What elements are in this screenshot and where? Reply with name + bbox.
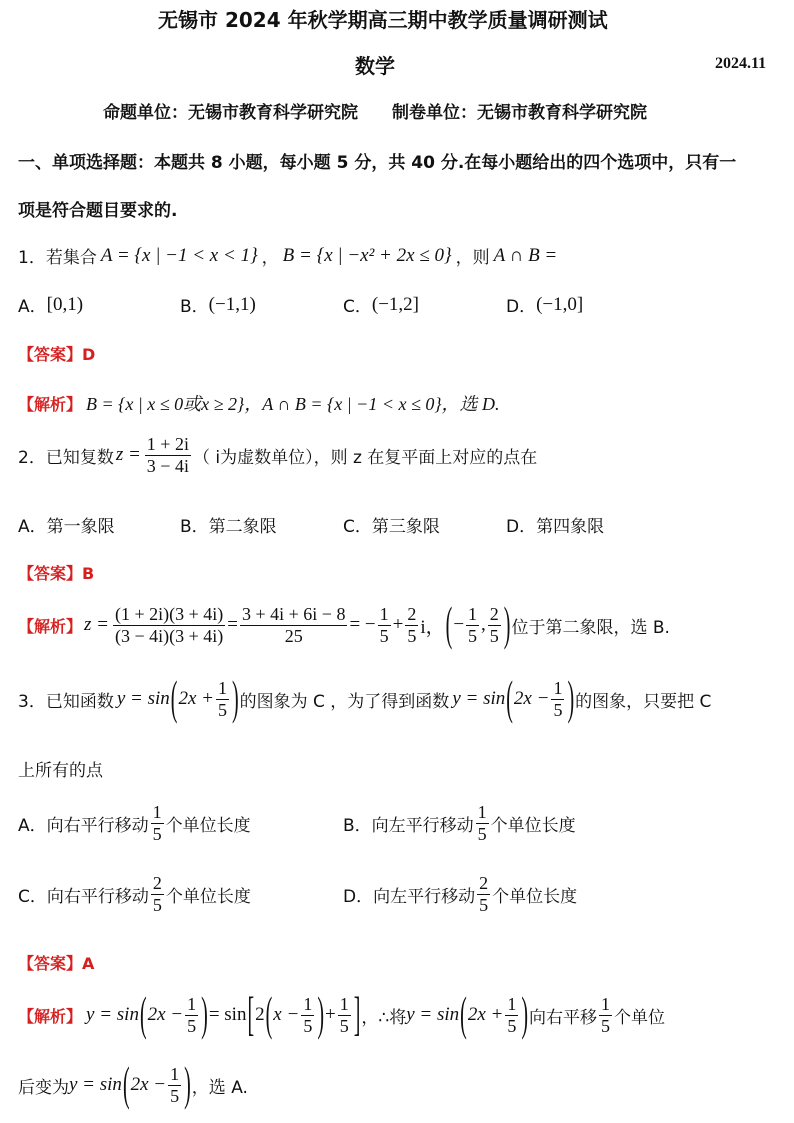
q2-option-b-label: B． <box>180 517 209 537</box>
q2-analysis-frac4 <box>405 604 418 646</box>
q3-analysis-xm: x − <box>273 1004 300 1026</box>
q2-analysis-point-x-top: 1 <box>468 604 478 624</box>
section-heading-line1: 一、单项选择题：本题共 8 小题，每小题 5 分，共 40 分.在每小题给出的四个选项中，只有一 <box>18 153 737 173</box>
question-1-stem <box>18 243 557 268</box>
q3-option-b-label: B． <box>343 815 372 836</box>
q2-fraction-denominator: 3 − 4i <box>146 455 189 476</box>
q1-option-c-value: (−1,2] <box>371 293 419 315</box>
right-paren: ) <box>184 1058 191 1112</box>
q3-option-c-frac-bot: 5 <box>152 894 162 915</box>
q1-analysis-text: B = {x | x ≤ 0或x ≥ 2}，A ∩ B = {x | −1 < x ≤ 0}，选 D. <box>86 394 500 414</box>
q3-option-c[interactable] <box>18 873 251 915</box>
q2-option-b-value: 第二象限 <box>208 517 277 537</box>
q2-analysis-point-x <box>466 604 479 646</box>
q3-analysis-arg2: 2x + <box>467 1004 504 1026</box>
q3-analysis-frac1 <box>185 994 198 1036</box>
q2-analysis-eq: = <box>227 614 238 636</box>
left-bracket: [ <box>247 988 255 1042</box>
q3-analysis-line2 <box>18 1058 248 1112</box>
q3-option-d-frac-top: 2 <box>479 873 489 893</box>
q3-analysis-tag: 【解析】 <box>18 1006 83 1026</box>
q3-option-c-frac <box>151 873 164 915</box>
left-paren: ( <box>122 1058 130 1112</box>
q3-option-d-label: D． <box>343 886 374 907</box>
q1-option-a-label: A． <box>18 297 47 317</box>
q2-analysis-point-y-bot: 5 <box>489 625 499 646</box>
q3-func2-frac-bot: 5 <box>553 699 563 720</box>
left-paren: ( <box>460 988 467 1042</box>
q3-func2: y = sin <box>452 688 506 710</box>
q3-func2-frac-top: 1 <box>553 678 563 698</box>
q3-analysis-shift: 向右平移 <box>529 1007 597 1028</box>
q2-analysis <box>18 598 670 652</box>
q3-option-d-post: 个单位长度 <box>492 886 578 907</box>
q2-analysis-frac2-top: 3 + 4i + 6i − 8 <box>241 604 346 624</box>
q3-analysis-y: y = sin <box>86 1004 139 1026</box>
q3-option-d-frac-bot: 5 <box>479 894 489 915</box>
q3-analysis-y2: y = sin <box>406 1004 460 1026</box>
q3-analysis-frac6-top: 1 <box>170 1064 180 1084</box>
q3-analysis-line2-pre: 后变为 <box>18 1077 69 1098</box>
right-paren: ) <box>567 672 575 726</box>
q3-analysis-frac3-bot: 5 <box>339 1015 349 1036</box>
q3-option-a-frac-bot: 5 <box>152 823 162 844</box>
q2-option-a-value: 第一象限 <box>46 517 115 537</box>
q2-analysis-frac2 <box>240 604 347 646</box>
q3-analysis-frac4-top: 1 <box>507 994 517 1014</box>
q2-analysis-frac4-bot: 5 <box>407 625 417 646</box>
q3-func2-arg: 2x − <box>513 688 550 710</box>
question-3-stem <box>18 672 712 726</box>
q3-analysis-frac1-bot: 5 <box>187 1015 197 1036</box>
q3-option-d-frac <box>477 873 490 915</box>
q1-option-a[interactable] <box>18 292 83 317</box>
q3-number: 3．已知函数 <box>18 691 114 712</box>
left-paren: ( <box>170 672 178 726</box>
question-2-stem <box>18 434 537 476</box>
q3-option-c-label: C． <box>18 886 47 907</box>
q3-option-b-frac-bot: 5 <box>477 823 487 844</box>
issuing-units: 命题单位：无锡市教育科学研究院 制卷单位：无锡市教育科学研究院 <box>103 103 647 123</box>
q3-option-a-frac-top: 1 <box>152 802 162 822</box>
q1-option-d-label: D． <box>506 297 537 317</box>
q3-option-b-frac <box>476 802 489 844</box>
q2-tail: （ i为虚数单位），则 z 在复平面上对应的点在 <box>192 447 538 468</box>
q2-option-d-value: 第四象限 <box>536 517 605 537</box>
q3-func1-frac-bot: 5 <box>217 699 227 720</box>
q1-answer: 【答案】D <box>18 345 96 364</box>
q3-analysis-frac6-bot: 5 <box>170 1085 180 1106</box>
q3-analysis-therefore: ，∴将 <box>361 1007 407 1028</box>
q1-ask: A ∩ B = <box>493 244 558 266</box>
q2-analysis-tail: 位于第二象限，选 B. <box>511 617 670 638</box>
q3-func2-frac <box>551 678 564 720</box>
q2-analysis-point-x-bot: 5 <box>468 625 478 646</box>
q3-analysis-frac2 <box>301 994 314 1036</box>
q1-set-b: B = {x | −x² + 2x ≤ 0} <box>282 244 452 266</box>
left-paren: ( <box>139 988 147 1042</box>
right-paren: ) <box>231 672 239 726</box>
q2-analysis-frac3-bot: 5 <box>379 625 389 646</box>
q1-sep: ， <box>261 248 279 268</box>
right-paren: ) <box>317 988 324 1042</box>
q3-analysis-frac5-bot: 5 <box>601 1015 610 1036</box>
left-paren: ( <box>506 672 513 726</box>
q3-func1: y = sin <box>116 688 170 710</box>
q1-option-b-label: B． <box>180 297 209 317</box>
q3-option-a-label: A． <box>18 815 47 836</box>
q3-analysis-frac5-top: 1 <box>601 994 610 1014</box>
q3-option-b-pre: 向左平行移动 <box>371 815 474 836</box>
q3-analysis-frac1-top: 1 <box>187 994 197 1014</box>
q1-option-b-value: (−1,1) <box>208 293 256 315</box>
q2-analysis-frac1 <box>113 604 225 646</box>
q3-option-d[interactable] <box>343 873 577 915</box>
q3-analysis-frac3-top: 1 <box>339 994 349 1014</box>
q3-func1-frac <box>216 678 229 720</box>
q2-analysis-frac1-bot: (3 − 4i)(3 + 4i) <box>114 625 224 646</box>
q3-analysis-frac2-top: 1 <box>303 994 313 1014</box>
q3-option-b-frac-top: 1 <box>477 802 487 822</box>
q3-mid: 的图象为 C ，为了得到函数 <box>239 691 450 712</box>
q2-option-c-value: 第三象限 <box>371 517 440 537</box>
q2-fraction-numerator: 1 + 2i <box>146 434 189 454</box>
q1-number: 1．若集合 <box>18 248 97 268</box>
q3-option-c-pre: 向右平行移动 <box>46 886 149 907</box>
q2-fraction <box>145 434 191 476</box>
q1-set-a: A = {x | −1 < x < 1} <box>100 244 258 266</box>
q3-analysis-eq: = sin <box>208 1004 247 1026</box>
q1-option-d-value: (−1,0] <box>536 293 584 315</box>
right-bracket: ] <box>353 988 361 1042</box>
q3-analysis-frac4 <box>505 994 518 1036</box>
q2-option-c-label: C． <box>343 517 372 537</box>
q2-analysis-neg: − <box>453 614 465 636</box>
right-paren: ) <box>503 598 511 652</box>
q1-option-d[interactable] <box>506 292 583 317</box>
q3-stem-line2: 上所有的点 <box>18 761 103 781</box>
left-paren: ( <box>265 988 273 1042</box>
q3-analysis <box>18 988 665 1042</box>
q1-tail: ，则 <box>455 248 490 268</box>
q2-analysis-tag: 【解析】 <box>18 616 83 636</box>
q3-analysis-plus: + <box>324 1004 336 1026</box>
q3-analysis-frac4-bot: 5 <box>507 1015 517 1036</box>
q2-analysis-point-comma: , <box>481 614 486 636</box>
exam-title: 无锡市 2024 年秋学期高三期中教学质量调研测试 <box>158 8 608 32</box>
q3-option-d-pre: 向左平行移动 <box>373 886 476 907</box>
q2-analysis-eq2: = − <box>349 614 376 636</box>
q3-option-a-frac <box>151 802 164 844</box>
q3-analysis-two: 2 <box>255 1004 265 1026</box>
exam-date: 2024.11 <box>715 55 767 72</box>
q2-option-a-label: A． <box>18 517 47 537</box>
q3-option-a[interactable] <box>18 802 251 844</box>
q2-analysis-frac2-bot: 25 <box>284 625 303 646</box>
q2-analysis-z: z = <box>84 614 109 636</box>
subject-title: 数学 <box>355 54 395 78</box>
q2-analysis-frac3-top: 1 <box>379 604 389 624</box>
q3-func1-arg: 2x + <box>178 688 214 710</box>
q1-analysis-tag: 【解析】 <box>18 394 83 414</box>
q3-analysis-arg3: 2x − <box>130 1074 167 1096</box>
q1-option-a-value: [0,1) <box>46 293 84 315</box>
q3-analysis-y3: y = sin <box>69 1074 122 1096</box>
right-paren: ) <box>521 988 528 1042</box>
q3-analysis-arg: 2x − <box>147 1004 184 1026</box>
q2-analysis-point-y-top: 2 <box>489 604 499 624</box>
q2-analysis-plus: + <box>392 614 404 636</box>
q2-analysis-frac1-top: (1 + 2i)(3 + 4i) <box>114 604 224 624</box>
q1-option-c-label: C． <box>343 297 372 317</box>
right-paren: ) <box>201 988 208 1042</box>
q3-analysis-end: ，选 A. <box>191 1077 248 1098</box>
q3-analysis-unit: 个单位 <box>614 1007 665 1028</box>
q3-analysis-frac5 <box>599 994 612 1036</box>
q3-option-a-pre: 向右平行移动 <box>46 815 149 836</box>
q1-option-b[interactable] <box>180 292 256 317</box>
q1-option-c[interactable] <box>343 292 419 317</box>
q2-option-c[interactable] <box>343 512 440 537</box>
q3-option-b[interactable] <box>343 802 576 844</box>
q2-option-b[interactable] <box>180 512 277 537</box>
q1-analysis <box>18 390 500 416</box>
q3-analysis-frac6 <box>168 1064 181 1106</box>
q3-option-c-post: 个单位长度 <box>165 886 251 907</box>
q2-z: z = <box>115 444 141 466</box>
left-paren: ( <box>445 598 453 652</box>
section-heading-line2: 项是符合题目要求的. <box>18 201 178 221</box>
q2-analysis-frac3 <box>378 604 391 646</box>
q2-number: 2．已知复数 <box>18 447 114 468</box>
q2-option-a[interactable] <box>18 512 115 537</box>
q3-option-a-post: 个单位长度 <box>165 815 251 836</box>
q3-analysis-frac3 <box>338 994 351 1036</box>
q2-answer: 【答案】B <box>18 564 95 583</box>
q3-option-c-frac-top: 2 <box>152 873 162 893</box>
q2-analysis-frac4-top: 2 <box>407 604 417 624</box>
q3-answer: 【答案】A <box>18 954 95 973</box>
q2-option-d[interactable] <box>506 512 604 537</box>
q2-option-d-label: D． <box>506 517 537 537</box>
q2-analysis-i: i， <box>420 616 445 638</box>
q3-func1-frac-top: 1 <box>217 678 227 698</box>
q3-option-b-post: 个单位长度 <box>490 815 576 836</box>
q2-analysis-point-y <box>488 604 501 646</box>
q3-tail: 的图象，只要把 C <box>575 691 712 712</box>
q3-analysis-frac2-bot: 5 <box>303 1015 313 1036</box>
